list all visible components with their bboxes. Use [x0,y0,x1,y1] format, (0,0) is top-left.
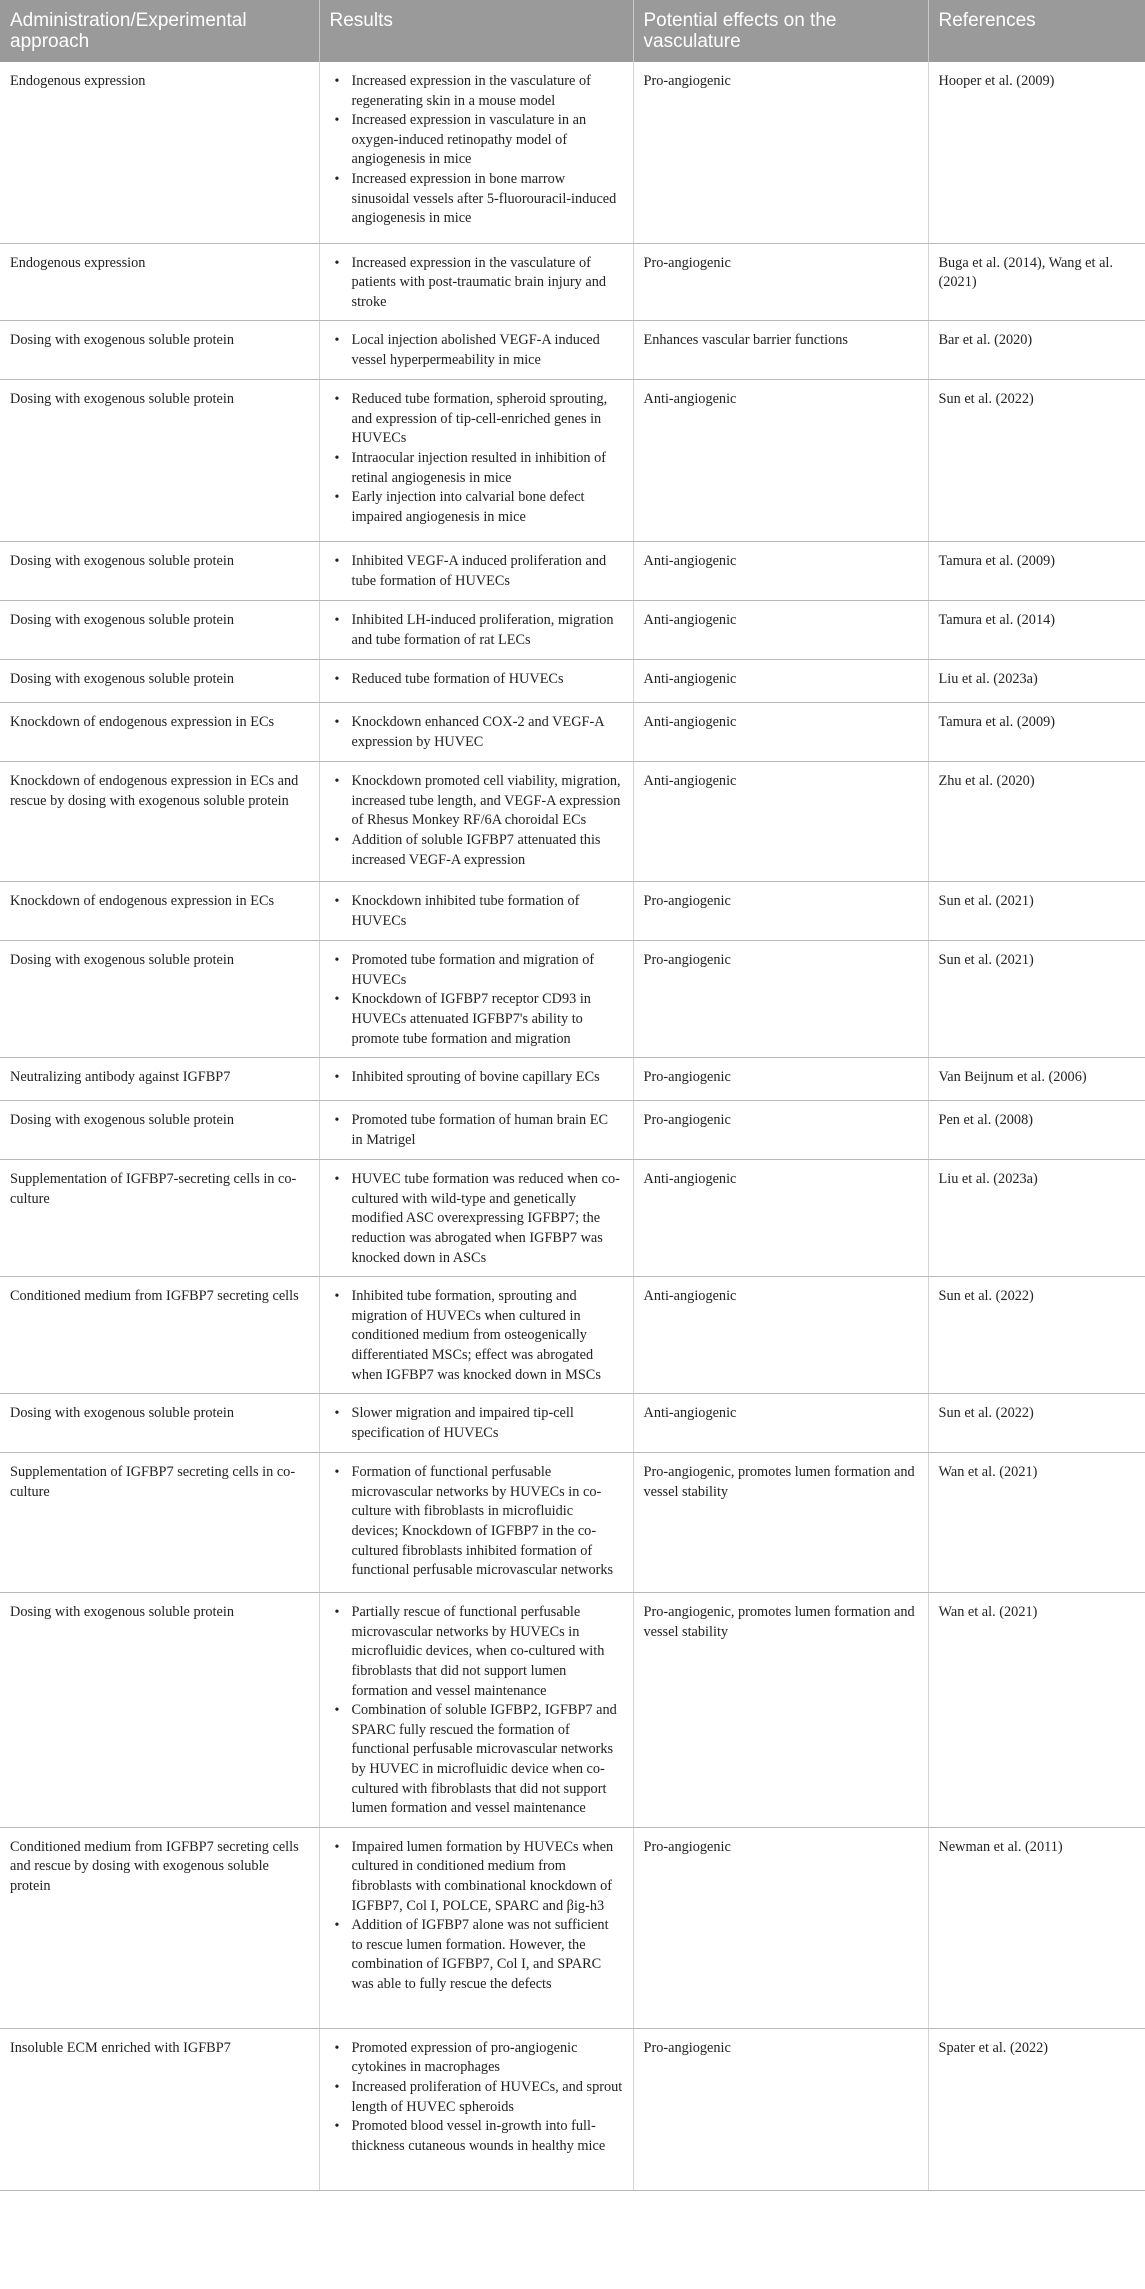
results-cell [319,1058,633,1101]
approach-cell: Endogenous expression [0,243,319,321]
result-item: • Increased expression in the vasculature of regenerating skin in a mouse model [352,72,623,111]
result-item: • Promoted tube formation and migration of HUVECs [352,951,623,990]
results-list [330,1603,623,1819]
references-cell: Sun et al. (2022) [928,1277,1145,1394]
approach-cell: Neutralizing antibody against IGFBP7 [0,1058,319,1101]
results-cell [319,62,633,243]
results-list [330,72,623,229]
references-cell: Sun et al. (2022) [928,1394,1145,1453]
result-item: • Addition of IGFBP7 alone was not sufficient to rescue lumen formation. However, the combination of IGFBP7, Col I, and SPARC was able to fully rescue the defects [352,1916,623,1994]
references-cell: Tamura et al. (2014) [928,601,1145,660]
results-list [330,1111,623,1150]
results-cell [319,660,633,703]
table-row [0,882,1145,941]
approach-cell: Dosing with exogenous soluble protein [0,380,319,542]
effect-cell: Pro-angiogenic [633,2028,928,2190]
approach-cell: Insoluble ECM enriched with IGFBP7 [0,2028,319,2190]
table-row [0,321,1145,380]
approach-cell: Dosing with exogenous soluble protein [0,660,319,703]
results-cell [319,762,633,882]
result-item: • Inhibited sprouting of bovine capillary ECs [352,1068,623,1088]
results-cell [319,321,633,380]
result-item: • Promoted blood vessel in-growth into full-thickness cutaneous wounds in healthy mice [352,2117,623,2156]
references-cell: Bar et al. (2020) [928,321,1145,380]
result-item: • Combination of soluble IGFBP2, IGFBP7 and SPARC fully rescued the formation of functional perfusable microvascular networks by HUVEC in microfluidic device when co-cultured with fibroblasts that did not support lumen formation and vessel maintenance [352,1701,623,1819]
results-cell [319,1593,633,1828]
references-cell: Tamura et al. (2009) [928,703,1145,762]
approach-cell: Supplementation of IGFBP7 secreting cells in co-culture [0,1453,319,1593]
effect-cell: Pro-angiogenic [633,62,928,243]
table-row [0,1058,1145,1101]
result-item: • Increased expression in vasculature in an oxygen-induced retinopathy model of angiogenesis in mice [352,111,623,170]
header-approach: Administration/Experimental approach [0,0,319,62]
results-cell [319,1394,633,1453]
approach-cell: Conditioned medium from IGFBP7 secreting cells [0,1277,319,1394]
result-item: • Promoted tube formation of human brain EC in Matrigel [352,1111,623,1150]
effect-cell: Anti-angiogenic [633,1277,928,1394]
table-row [0,62,1145,243]
result-item: • Early injection into calvarial bone defect impaired angiogenesis in mice [352,488,623,527]
results-cell [319,1101,633,1160]
results-list [330,552,623,591]
results-list [330,331,623,370]
result-item: • Increased expression in the vasculature of patients with post-traumatic brain injury and stroke [352,254,623,313]
references-cell: Spater et al. (2022) [928,2028,1145,2190]
effect-cell: Pro-angiogenic [633,1058,928,1101]
table-row [0,1160,1145,1277]
approach-cell: Endogenous expression [0,62,319,243]
table-row [0,243,1145,321]
effect-cell: Pro-angiogenic [633,1101,928,1160]
result-item: • Increased expression in bone marrow sinusoidal vessels after 5-fluorouracil-induced angiogenesis in mice [352,170,623,229]
effect-cell: Pro-angiogenic [633,243,928,321]
effect-cell: Anti-angiogenic [633,542,928,601]
header-row [0,0,1145,62]
references-cell: Zhu et al. (2020) [928,762,1145,882]
approach-cell: Dosing with exogenous soluble protein [0,941,319,1058]
result-item: • Local injection abolished VEGF-A induced vessel hyperpermeability in mice [352,331,623,370]
result-item: • Promoted expression of pro-angiogenic cytokines in macrophages [352,2039,623,2078]
result-item: • Knockdown enhanced COX-2 and VEGF-A expression by HUVEC [352,713,623,752]
table-row [0,1277,1145,1394]
result-item: • Reduced tube formation of HUVECs [352,670,623,690]
results-list [330,670,623,690]
approach-cell: Dosing with exogenous soluble protein [0,542,319,601]
effect-cell: Pro-angiogenic [633,1827,928,2028]
approach-cell: Knockdown of endogenous expression in ECs and rescue by dosing with exogenous soluble protein [0,762,319,882]
result-item: • Inhibited VEGF-A induced proliferation and tube formation of HUVECs [352,552,623,591]
effect-cell: Anti-angiogenic [633,703,928,762]
result-item: • Inhibited LH-induced proliferation, migration and tube formation of rat LECs [352,611,623,650]
approach-cell: Conditioned medium from IGFBP7 secreting cells and rescue by dosing with exogenous soluble protein [0,1827,319,2028]
results-cell [319,1827,633,2028]
table-row [0,941,1145,1058]
results-cell [319,542,633,601]
header-effects: Potential effects on the vasculature [633,0,928,62]
result-item: • HUVEC tube formation was reduced when co-cultured with wild-type and genetically modified ASC overexpressing IGFBP7; the reduction was abrogated when IGFBP7 was knocked down in ASCs [352,1170,623,1268]
results-cell [319,601,633,660]
table-row [0,660,1145,703]
result-item: • Slower migration and impaired tip-cell specification of HUVECs [352,1404,623,1443]
results-list [330,772,623,870]
result-item: • Knockdown promoted cell viability, migration, increased tube length, and VEGF-A expression of Rhesus Monkey RF/6A choroidal ECs [352,772,623,831]
effect-cell: Anti-angiogenic [633,1160,928,1277]
references-cell: Buga et al. (2014), Wang et al. (2021) [928,243,1145,321]
references-cell: Tamura et al. (2009) [928,542,1145,601]
table-body [0,62,1145,2190]
result-item: • Addition of soluble IGFBP7 attenuated this increased VEGF-A expression [352,831,623,870]
table-header [0,0,1145,62]
effect-cell: Anti-angiogenic [633,1394,928,1453]
effect-cell: Enhances vascular barrier functions [633,321,928,380]
results-list [330,390,623,527]
approach-cell: Dosing with exogenous soluble protein [0,1593,319,1828]
results-list [330,951,623,1049]
results-cell [319,2028,633,2190]
table-row [0,1827,1145,2028]
table-row [0,1101,1145,1160]
results-list [330,713,623,752]
effect-cell: Anti-angiogenic [633,601,928,660]
table-row [0,601,1145,660]
references-cell: Pen et al. (2008) [928,1101,1145,1160]
table-row [0,703,1145,762]
result-item: • Knockdown inhibited tube formation of HUVECs [352,892,623,931]
effect-cell: Anti-angiogenic [633,762,928,882]
table-row [0,1394,1145,1453]
table-row [0,542,1145,601]
references-cell: Newman et al. (2011) [928,1827,1145,2028]
results-list [330,892,623,931]
results-list [330,1287,623,1385]
result-item: • Increased proliferation of HUVECs, and sprout length of HUVEC spheroids [352,2078,623,2117]
result-item: • Intraocular injection resulted in inhibition of retinal angiogenesis in mice [352,449,623,488]
table-row [0,2028,1145,2190]
references-cell: Sun et al. (2021) [928,882,1145,941]
results-list [330,611,623,650]
result-item: • Reduced tube formation, spheroid sprouting, and expression of tip-cell-enriched genes in HUVECs [352,390,623,449]
results-cell [319,243,633,321]
references-cell: Wan et al. (2021) [928,1593,1145,1828]
results-cell [319,380,633,542]
result-item: • Formation of functional perfusable microvascular networks by HUVECs in co-culture with fibroblasts in microfluidic devices; Knockdown of IGFBP7 in the co-cultured fibroblasts inhibited formation of functional perfusable microvascular networks [352,1463,623,1581]
table-row [0,1453,1145,1593]
effect-cell: Pro-angiogenic [633,882,928,941]
results-list [330,1838,623,1995]
approach-cell: Dosing with exogenous soluble protein [0,1101,319,1160]
header-results: Results [319,0,633,62]
results-cell [319,1277,633,1394]
result-item: • Impaired lumen formation by HUVECs when cultured in conditioned medium from fibroblasts with combinational knockdown of IGFBP7, Col I, POLCE, SPARC and βig-h3 [352,1838,623,1916]
references-cell: Sun et al. (2021) [928,941,1145,1058]
results-list [330,1463,623,1581]
effect-cell: Pro-angiogenic [633,941,928,1058]
references-cell: Sun et al. (2022) [928,380,1145,542]
results-cell [319,882,633,941]
approach-cell: Dosing with exogenous soluble protein [0,601,319,660]
approach-cell: Dosing with exogenous soluble protein [0,321,319,380]
results-cell [319,1160,633,1277]
approach-cell: Knockdown of endogenous expression in ECs [0,703,319,762]
results-list [330,1404,623,1443]
references-cell: Hooper et al. (2009) [928,62,1145,243]
effect-cell: Anti-angiogenic [633,380,928,542]
results-cell [319,703,633,762]
results-list [330,1068,623,1088]
references-cell: Liu et al. (2023a) [928,660,1145,703]
approach-cell: Knockdown of endogenous expression in ECs [0,882,319,941]
references-cell: Liu et al. (2023a) [928,1160,1145,1277]
effect-cell: Anti-angiogenic [633,660,928,703]
table-row [0,1593,1145,1828]
results-cell [319,941,633,1058]
result-item: • Partially rescue of functional perfusable microvascular networks by HUVECs in microfluidic devices, when co-cultured with fibroblasts that did not support lumen formation and vessel maintenance [352,1603,623,1701]
approach-cell: Dosing with exogenous soluble protein [0,1394,319,1453]
references-cell: Wan et al. (2021) [928,1453,1145,1593]
results-list [330,1170,623,1268]
result-item: • Inhibited tube formation, sprouting and migration of HUVECs when cultured in conditioned medium from osteogenically differentiated MSCs; effect was abrogated when IGFBP7 was knocked down in MSCs [352,1287,623,1385]
header-references: References [928,0,1145,62]
references-cell: Van Beijnum et al. (2006) [928,1058,1145,1101]
table-row [0,762,1145,882]
results-list [330,254,623,313]
results-list [330,2039,623,2157]
effect-cell: Pro-angiogenic, promotes lumen formation and vessel stability [633,1593,928,1828]
effect-cell: Pro-angiogenic, promotes lumen formation and vessel stability [633,1453,928,1593]
result-item: • Knockdown of IGFBP7 receptor CD93 in HUVECs attenuated IGFBP7's ability to promote tube formation and migration [352,990,623,1049]
table-row [0,380,1145,542]
approach-cell: Supplementation of IGFBP7-secreting cells in co-culture [0,1160,319,1277]
results-cell [319,1453,633,1593]
